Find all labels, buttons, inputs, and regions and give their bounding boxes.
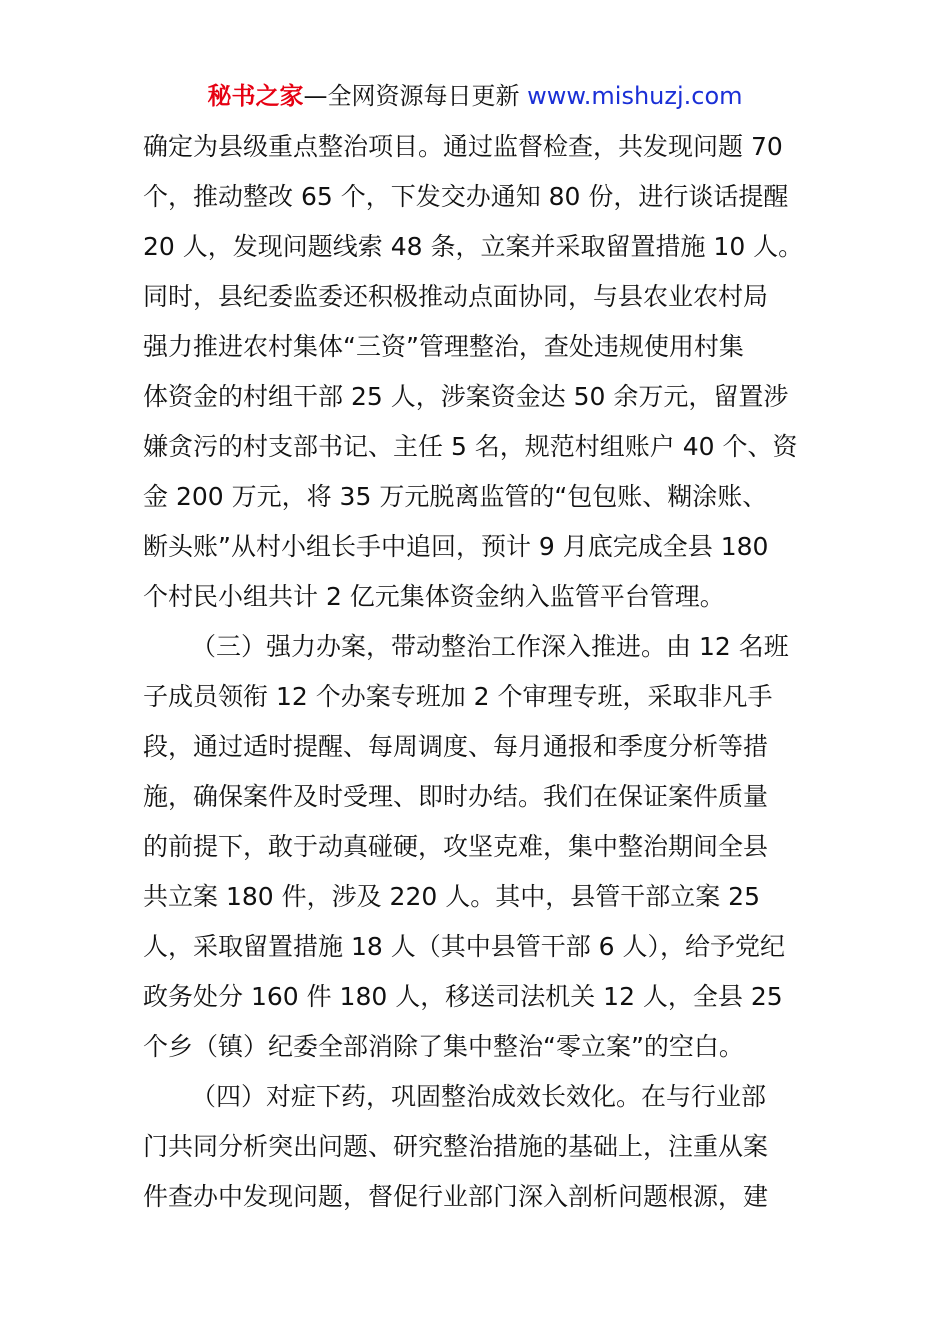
section-heading-line: （三）强力办案，带动整治工作深入推进。由 12 名班 <box>191 632 789 661</box>
text-line: 嫌贪污的村支部书记、主任 5 名，规范村组账户 40 个、资 <box>143 432 798 461</box>
site-url-link[interactable]: www.mishuzj.com <box>527 82 743 110</box>
text-line: 政务处分 160 件 180 人，移送司法机关 12 人，全县 25 <box>143 982 783 1011</box>
text-line: 个，推动整改 65 个，下发交办通知 80 份，进行谈话提醒 <box>143 182 789 211</box>
text-line: 施，确保案件及时受理、即时办结。我们在保证案件质量 <box>143 782 769 811</box>
text-line: 门共同分析突出问题、研究整治措施的基础上，注重从案 <box>143 1132 769 1161</box>
text-line: 20 人，发现问题线索 48 条，立案并采取留置措施 10 人。 <box>143 232 804 261</box>
text-line: 金 200 万元，将 35 万元脱离监管的“包包账、糊涂账、 <box>143 482 768 511</box>
text-line: 段，通过适时提醒、每周调度、每月通报和季度分析等措 <box>143 732 769 761</box>
section-heading-line: （四）对症下药，巩固整治成效长效化。在与行业部 <box>191 1082 767 1111</box>
text-line: 件查办中发现问题，督促行业部门深入剖析问题根源，建 <box>143 1182 769 1211</box>
site-header <box>0 80 950 112</box>
site-tagline: —全网资源每日更新 <box>303 82 520 110</box>
site-brand: 秘书之家 <box>207 82 304 110</box>
text-line: 断头账”从村小组长手中追回，预计 9 月底完成全县 180 <box>143 532 769 561</box>
text-line: 个乡（镇）纪委全部消除了集中整治“零立案”的空白。 <box>143 1032 744 1061</box>
text-line: 的前提下，敢于动真碰硬，攻坚克难，集中整治期间全县 <box>143 832 769 861</box>
text-line: 同时，县纪委监委还积极推动点面协同，与县农业农村局 <box>143 282 769 311</box>
text-line: 人，采取留置措施 18 人（其中县管干部 6 人），给予党纪 <box>143 932 786 961</box>
text-line: 个村民小组共计 2 亿元集体资金纳入监管平台管理。 <box>143 582 725 611</box>
text-line: 共立案 180 件，涉及 220 人。其中，县管干部立案 25 <box>143 882 760 911</box>
text-line: 强力推进农村集体“三资”管理整治，查处违规使用村集 <box>143 332 744 361</box>
document-body <box>143 122 809 1222</box>
text-line: 确定为县级重点整治项目。通过监督检查，共发现问题 70 <box>143 132 783 161</box>
text-line: 子成员领衔 12 个办案专班加 2 个审理专班，采取非凡手 <box>143 682 773 711</box>
text-line: 体资金的村组干部 25 人，涉案资金达 50 余万元，留置涉 <box>143 382 789 411</box>
